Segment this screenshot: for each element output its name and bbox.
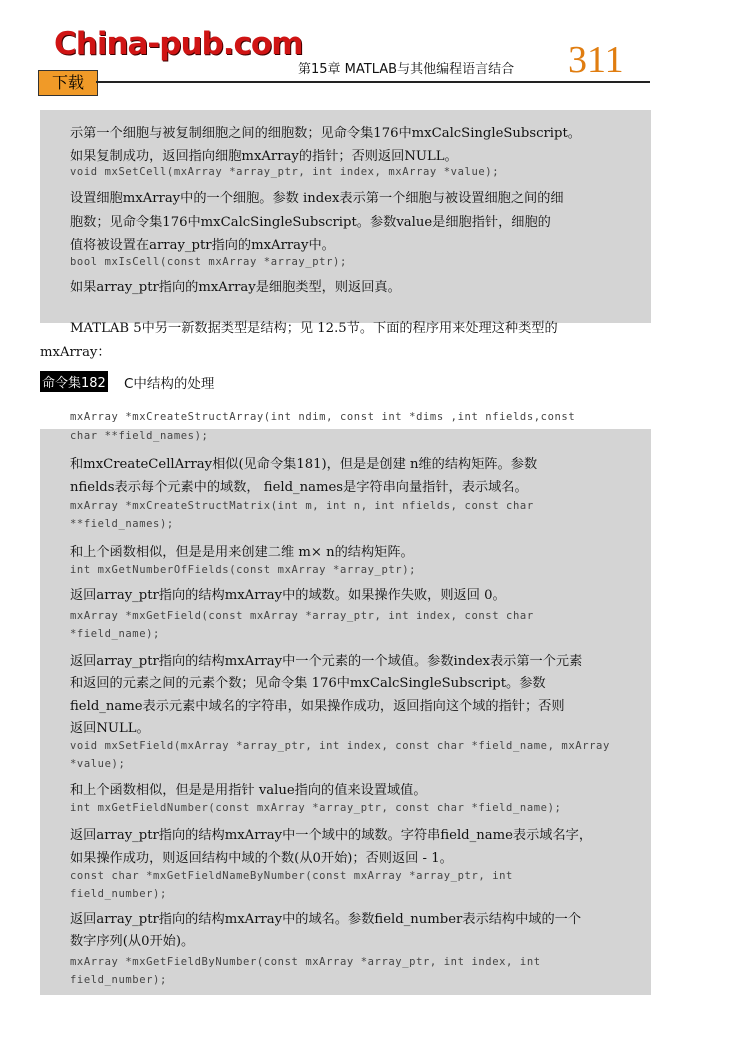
- code-line: void mxSetField(mxArray *array_ptr, int index, const char *field_name, mxArray: [70, 740, 610, 752]
- text-line: 和mxCreateCellArray相似(见命令集181)，但是是创建 n维的结构矩阵。参数: [70, 457, 538, 472]
- text-line: 返回array_ptr指向的结构mxArray中一个元素的一个域值。参数index表示第一个元素: [70, 654, 583, 669]
- command-tag: 命令集182: [40, 371, 108, 392]
- code-line: field_number);: [70, 888, 167, 900]
- text-line: 和上个函数相似，但是是用来创建二维 m× n的结构矩阵。: [70, 545, 414, 560]
- code-line: **field_names);: [70, 518, 174, 530]
- code-line: int mxGetNumberOfFields(const mxArray *array_ptr);: [70, 564, 417, 576]
- site-logo: China-pub.com: [54, 26, 303, 62]
- paragraph-line: MATLAB 5中另一新数据类型是结构；见 12.5节。下面的程序用来处理这种类型的: [70, 321, 558, 336]
- code-line: bool mxIsCell(const mxArray *array_ptr);: [70, 256, 347, 268]
- code-line: *field_name);: [70, 628, 160, 640]
- code-line: field_number);: [70, 974, 167, 986]
- text-line: 和返回的元素之间的元素个数；见命令集 176中mxCalcSingleSubscript。参数: [70, 676, 546, 691]
- code-line: mxArray *mxGetField(const mxArray *array_ptr, int index, const char: [70, 610, 534, 622]
- header-rule: [96, 81, 650, 83]
- text-line: 返回array_ptr指向的结构mxArray中一个域中的域数。字符串field_name表示域名字，: [70, 828, 593, 843]
- text-line: 如果array_ptr指向的mxArray是细胞类型，则返回真。: [70, 280, 401, 295]
- page-number: 311: [568, 39, 624, 81]
- text-line: 胞数；见命令集176中mxCalcSingleSubscript。参数value是细胞指针，细胞的: [70, 215, 551, 230]
- text-line: 设置细胞mxArray中的一个细胞。参数 index表示第一个细胞与被设置细胞之间的细: [70, 191, 564, 206]
- download-badge[interactable]: 下载: [38, 70, 98, 96]
- command-title: C中结构的处理: [124, 376, 215, 392]
- code-line: mxArray *mxGetFieldByNumber(const mxArray *array_ptr, int index, int: [70, 956, 541, 968]
- text-line: 返回array_ptr指向的结构mxArray中的域数。如果操作失败，则返回 0。: [70, 588, 506, 603]
- text-line: 值将被设置在array_ptr指向的mxArray中。: [70, 238, 335, 253]
- text-line: 返回NULL。: [70, 721, 150, 736]
- text-line: 返回array_ptr指向的结构mxArray中的域名。参数field_number表示结构中域的一个: [70, 912, 582, 927]
- code-line: char **field_names);: [70, 430, 209, 442]
- code-line: mxArray *mxCreateStructArray(int ndim, const int *dims ,int nfields,const: [70, 411, 576, 423]
- code-line: mxArray *mxCreateStructMatrix(int m, int n, int nfields, const char: [70, 500, 534, 512]
- text-line: 如果操作成功，则返回结构中域的个数(从0开始)；否则返回 - 1。: [70, 851, 453, 866]
- text-line: 和上个函数相似，但是是用指针 value指向的值来设置域值。: [70, 783, 427, 798]
- text-line: field_name表示元素中域名的字符串，如果操作成功，返回指向这个域的指针；否则: [70, 699, 565, 714]
- code-line: int mxGetFieldNumber(const mxArray *array_ptr, const char *field_name);: [70, 802, 562, 814]
- code-line: void mxSetCell(mxArray *array_ptr, int index, mxArray *value);: [70, 166, 500, 178]
- text-line: 如果复制成功，返回指向细胞mxArray的指针；否则返回NULL。: [70, 149, 458, 164]
- code-line: *value);: [70, 758, 126, 770]
- paragraph-line: mxArray：: [40, 345, 111, 360]
- text-line: nfields表示每个元素中的域数， field_names是字符串向量指针，表示域名。: [70, 480, 528, 495]
- text-line: 数字序列(从0开始)。: [70, 934, 195, 949]
- text-line: 示第一个细胞与被复制细胞之间的细胞数；见命令集176中mxCalcSingleSubscript。: [70, 126, 581, 141]
- code-line: const char *mxGetFieldNameByNumber(const mxArray *array_ptr, int: [70, 870, 513, 882]
- chapter-title: 第15章 MATLAB与其他编程语言结合: [298, 62, 515, 77]
